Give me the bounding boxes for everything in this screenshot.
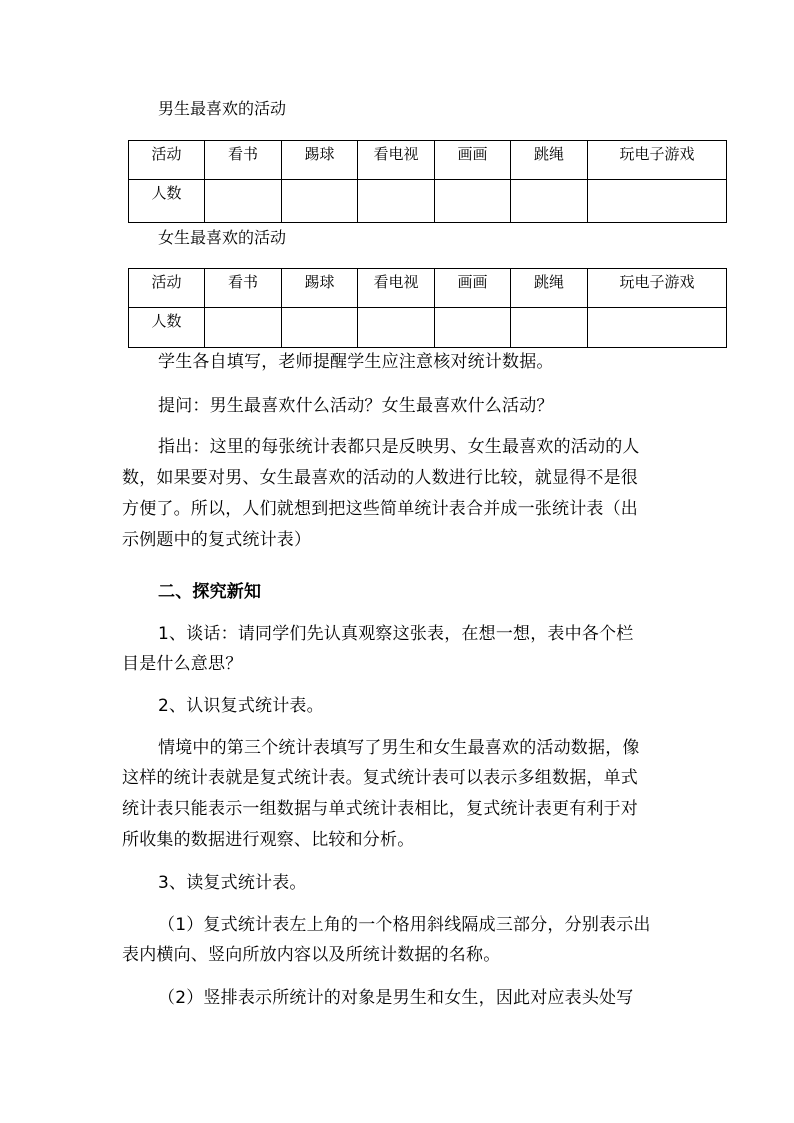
value-cell [435, 180, 511, 223]
header-cell: 跳绳 [511, 269, 588, 308]
row-label: 人数 [129, 180, 205, 223]
value-cell [205, 180, 282, 223]
paragraph-line: 统计表只能表示一组数据与单式统计表相比，复式统计表更有利于对 [122, 799, 638, 819]
header-cell: 画画 [435, 269, 511, 308]
paragraph-line: 表内横向、竖向所放内容以及所统计数据的名称。 [122, 945, 501, 965]
section-heading: 二、探究新知 [158, 582, 262, 602]
table1-caption: 男生最喜欢的活动 [158, 99, 287, 118]
paragraph-line: 3、读复式统计表。 [158, 873, 307, 893]
paragraph-line: （2）竖排表示所统计的对象是男生和女生，因此对应表头处写 [158, 988, 634, 1008]
header-cell: 看书 [205, 141, 282, 180]
value-cell [588, 308, 727, 348]
table-row [129, 180, 727, 223]
girls-activity-table [128, 268, 727, 348]
header-cell: 玩电子游戏 [588, 269, 727, 308]
paragraph-line: 方便了。所以，人们就想到把这些简单统计表合并成一张统计表（出 [122, 499, 638, 519]
paragraph-line: 2、认识复式统计表。 [158, 696, 324, 716]
header-cell: 踢球 [282, 269, 358, 308]
paragraph-line: （1）复式统计表左上角的一个格用斜线隔成三部分，分别表示出 [158, 915, 651, 935]
value-cell [205, 308, 282, 348]
value-cell [282, 308, 358, 348]
header-cell: 画画 [435, 141, 511, 180]
header-cell: 跳绳 [511, 141, 588, 180]
value-cell [282, 180, 358, 223]
table-header-row [129, 141, 727, 180]
paragraph-line: 这样的统计表就是复式统计表。复式统计表可以表示多组数据，单式 [122, 768, 638, 788]
value-cell [358, 308, 435, 348]
table-header-row [129, 269, 727, 308]
header-cell: 活动 [129, 269, 205, 308]
paragraph-line: 学生各自填写，老师提醒学生应注意核对统计数据。 [158, 352, 554, 372]
paragraph-line: 指出：这里的每张统计表都只是反映男、女生最喜欢的活动的人 [158, 437, 640, 457]
paragraph-line: 1、谈话：请同学们先认真观察这张表，在想一想，表中各个栏 [158, 624, 634, 644]
paragraph-line: 情境中的第三个统计表填写了男生和女生最喜欢的活动数据，像 [158, 738, 640, 758]
value-cell [435, 308, 511, 348]
row-label: 人数 [129, 308, 205, 348]
header-cell: 踢球 [282, 141, 358, 180]
header-cell: 看电视 [358, 141, 435, 180]
paragraph-line: 目是什么意思？ [122, 654, 243, 674]
paragraph-line: 提问：男生最喜欢什么活动？女生最喜欢什么活动？ [158, 396, 554, 416]
paragraph-line: 所收集的数据进行观察、比较和分析。 [122, 830, 415, 850]
value-cell [588, 180, 727, 223]
value-cell [511, 308, 588, 348]
table2-caption: 女生最喜欢的活动 [158, 228, 287, 247]
value-cell [358, 180, 435, 223]
value-cell [511, 180, 588, 223]
header-cell: 活动 [129, 141, 205, 180]
paragraph-line: 数，如果要对男、女生最喜欢的活动的人数进行比较，就显得不是很 [122, 468, 638, 488]
header-cell: 看书 [205, 269, 282, 308]
paragraph-line: 示例题中的复式统计表） [122, 530, 312, 550]
header-cell: 看电视 [358, 269, 435, 308]
boys-activity-table [128, 140, 727, 223]
header-cell: 玩电子游戏 [588, 141, 727, 180]
table-row [129, 308, 727, 348]
